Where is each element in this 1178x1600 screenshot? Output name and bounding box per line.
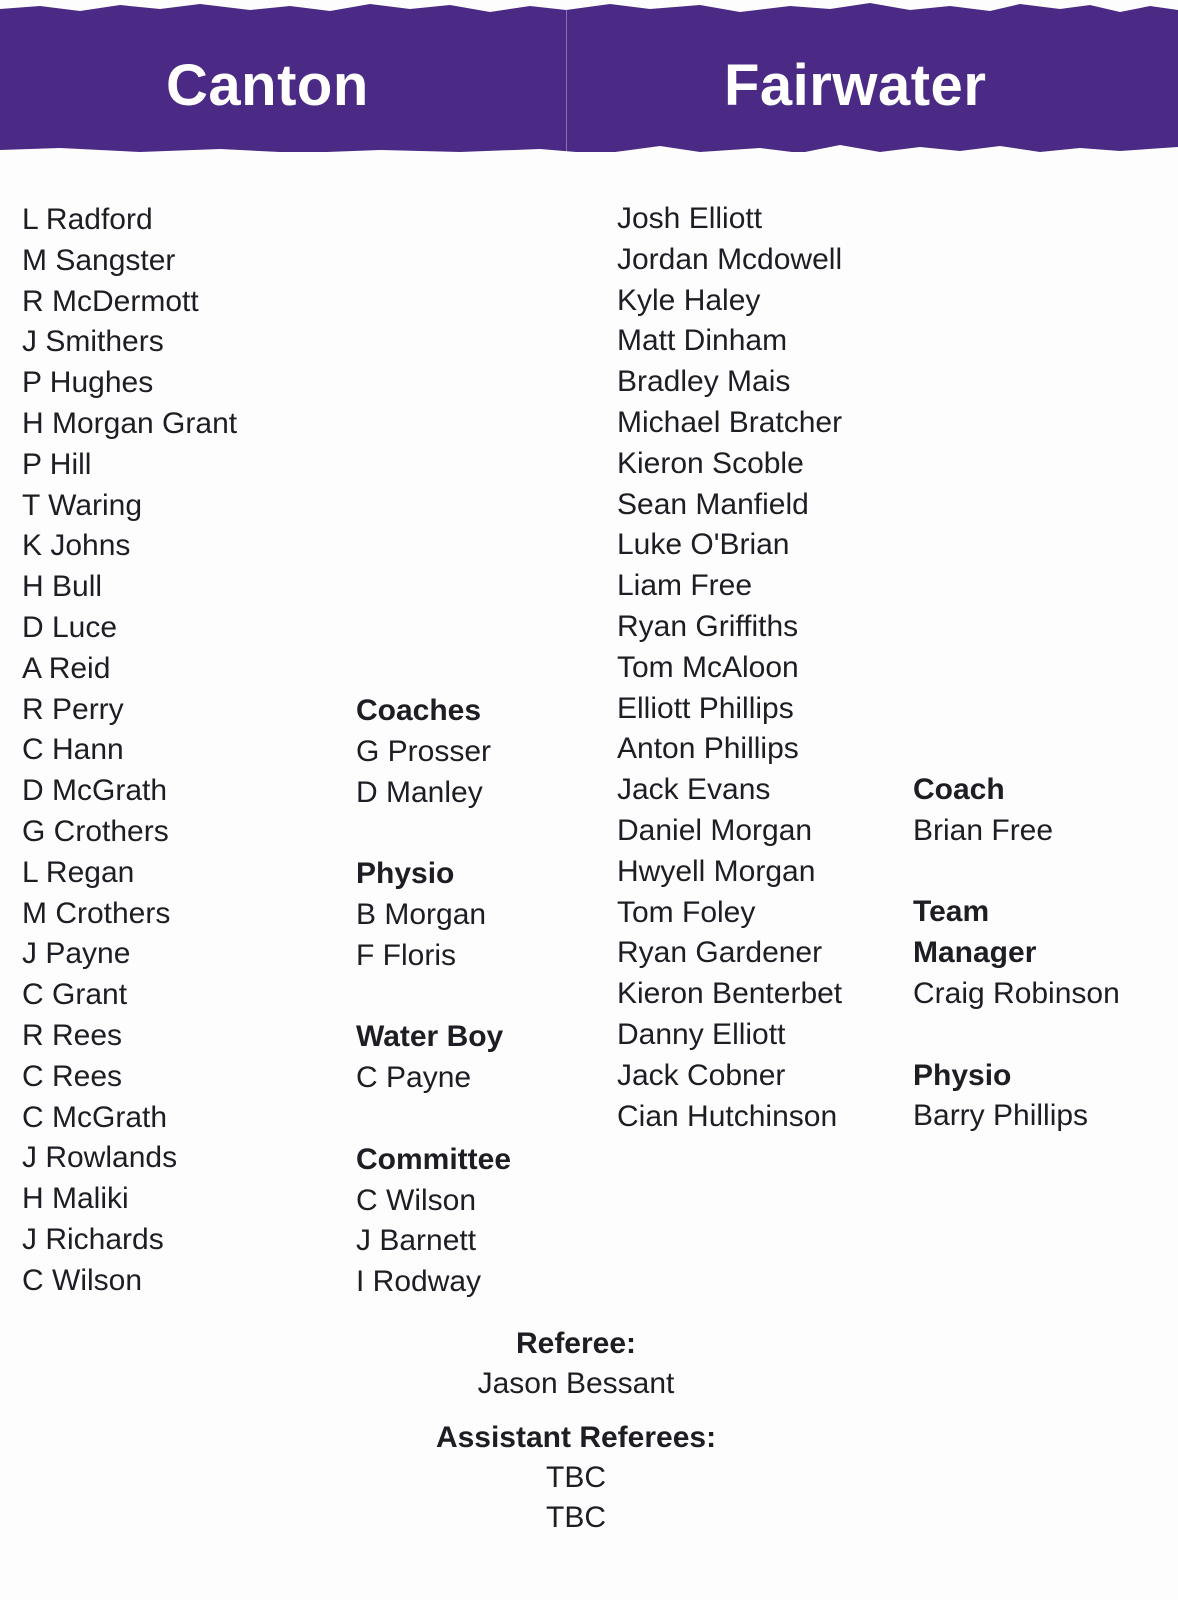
away-player-list xyxy=(617,199,842,1137)
coach-name: D Manley xyxy=(356,775,483,809)
player-name: M Sangster xyxy=(22,243,176,277)
player-name: J Rowlands xyxy=(22,1141,178,1175)
coaches-heading: Coaches xyxy=(356,694,482,727)
team-manager-heading-line1: Team xyxy=(913,895,990,929)
player-name: Luke O'Brian xyxy=(617,528,790,562)
away-team-title: Fairwater xyxy=(724,53,987,118)
player-name: P Hill xyxy=(22,447,92,481)
player-name: C Grant xyxy=(22,978,128,1012)
home-team-title: Canton xyxy=(166,53,369,118)
assistant-referee-name: TBC xyxy=(546,1461,606,1494)
player-name: P Hughes xyxy=(22,366,154,400)
player-name: Matt Dinham xyxy=(617,324,788,358)
player-name: Tom Foley xyxy=(617,895,756,929)
physio-name: F Floris xyxy=(356,938,456,972)
player-name: A Reid xyxy=(22,651,111,685)
player-name: J Richards xyxy=(22,1222,164,1256)
committee-member: C Wilson xyxy=(356,1183,477,1217)
player-name: Jordan Mcdowell xyxy=(617,242,843,276)
player-name: L Regan xyxy=(22,855,135,889)
player-name: L Radford xyxy=(22,203,153,236)
player-name: Cian Hutchinson xyxy=(617,1099,838,1133)
player-name: R Rees xyxy=(22,1018,123,1052)
player-name: Tom McAloon xyxy=(617,650,799,684)
player-name: C Rees xyxy=(22,1059,123,1093)
player-name: D Luce xyxy=(22,610,118,644)
player-name: Kyle Haley xyxy=(617,283,761,317)
player-name: M Crothers xyxy=(22,896,171,930)
player-name: Ryan Gardener xyxy=(617,936,823,970)
physio-heading: Physio xyxy=(356,857,455,891)
player-name: Jack Cobner xyxy=(617,1058,786,1092)
committee-heading: Committee xyxy=(356,1142,512,1176)
player-name: Jack Evans xyxy=(617,773,771,807)
header-band xyxy=(0,0,1178,152)
player-name: C McGrath xyxy=(22,1100,168,1134)
player-name: C Hann xyxy=(22,733,124,767)
player-name: Hwyell Morgan xyxy=(617,854,816,888)
player-name: Bradley Mais xyxy=(617,365,791,399)
torn-edge-bottom xyxy=(0,140,1178,162)
home-player-list xyxy=(22,200,237,1302)
physio-name: Barry Phillips xyxy=(913,1099,1089,1133)
team-manager-name: Craig Robinson xyxy=(913,976,1120,1010)
physio-name: B Morgan xyxy=(356,897,487,931)
player-name: Kieron Benterbet xyxy=(617,977,843,1011)
physio-heading: Physio xyxy=(913,1058,1012,1092)
player-name: Ryan Griffiths xyxy=(617,609,799,643)
player-name: H Morgan Grant xyxy=(22,406,238,440)
player-name: T Waring xyxy=(22,488,143,522)
player-name: Elliott Phillips xyxy=(617,691,794,725)
coach-heading: Coach xyxy=(913,773,1005,806)
torn-edge-top xyxy=(0,0,1178,22)
player-name: Kieron Scoble xyxy=(617,446,804,480)
player-name: C Wilson xyxy=(22,1263,143,1297)
team-manager-heading-line2: Manager xyxy=(913,936,1037,970)
referee-name: Jason Bessant xyxy=(477,1367,675,1400)
player-name: Josh Elliott xyxy=(617,202,763,235)
committee-member: I Rodway xyxy=(356,1265,482,1299)
player-name: J Payne xyxy=(22,937,131,971)
player-name: K Johns xyxy=(22,529,131,563)
player-name: R Perry xyxy=(22,692,124,726)
player-name: G Crothers xyxy=(22,814,169,848)
assistant-referees-heading: Assistant Referees: xyxy=(435,1421,717,1454)
match-officials xyxy=(0,1324,1152,1538)
player-name: D McGrath xyxy=(22,774,168,808)
assistant-referee-name: TBC xyxy=(546,1501,606,1534)
water-boy-name: C Payne xyxy=(356,1061,472,1095)
player-name: H Bull xyxy=(22,570,103,604)
player-name: J Smithers xyxy=(22,325,164,359)
coach-name: Brian Free xyxy=(913,813,1054,847)
coach-name: G Prosser xyxy=(356,734,492,768)
committee-member: J Barnett xyxy=(356,1224,477,1258)
home-staff-list xyxy=(356,691,511,1303)
player-name: R McDermott xyxy=(22,284,199,318)
water-boy-heading: Water Boy xyxy=(356,1020,504,1054)
away-staff-list xyxy=(913,770,1120,1137)
player-name: Michael Bratcher xyxy=(617,405,843,439)
player-name: Danny Elliott xyxy=(617,1017,786,1051)
player-name: Anton Phillips xyxy=(617,732,799,766)
player-name: H Maliki xyxy=(22,1182,129,1216)
player-name: Daniel Morgan xyxy=(617,813,813,847)
player-name: Liam Free xyxy=(617,569,753,603)
referee-heading: Referee: xyxy=(515,1327,637,1360)
fold-line xyxy=(566,0,567,152)
player-name: Sean Manfield xyxy=(617,487,809,521)
